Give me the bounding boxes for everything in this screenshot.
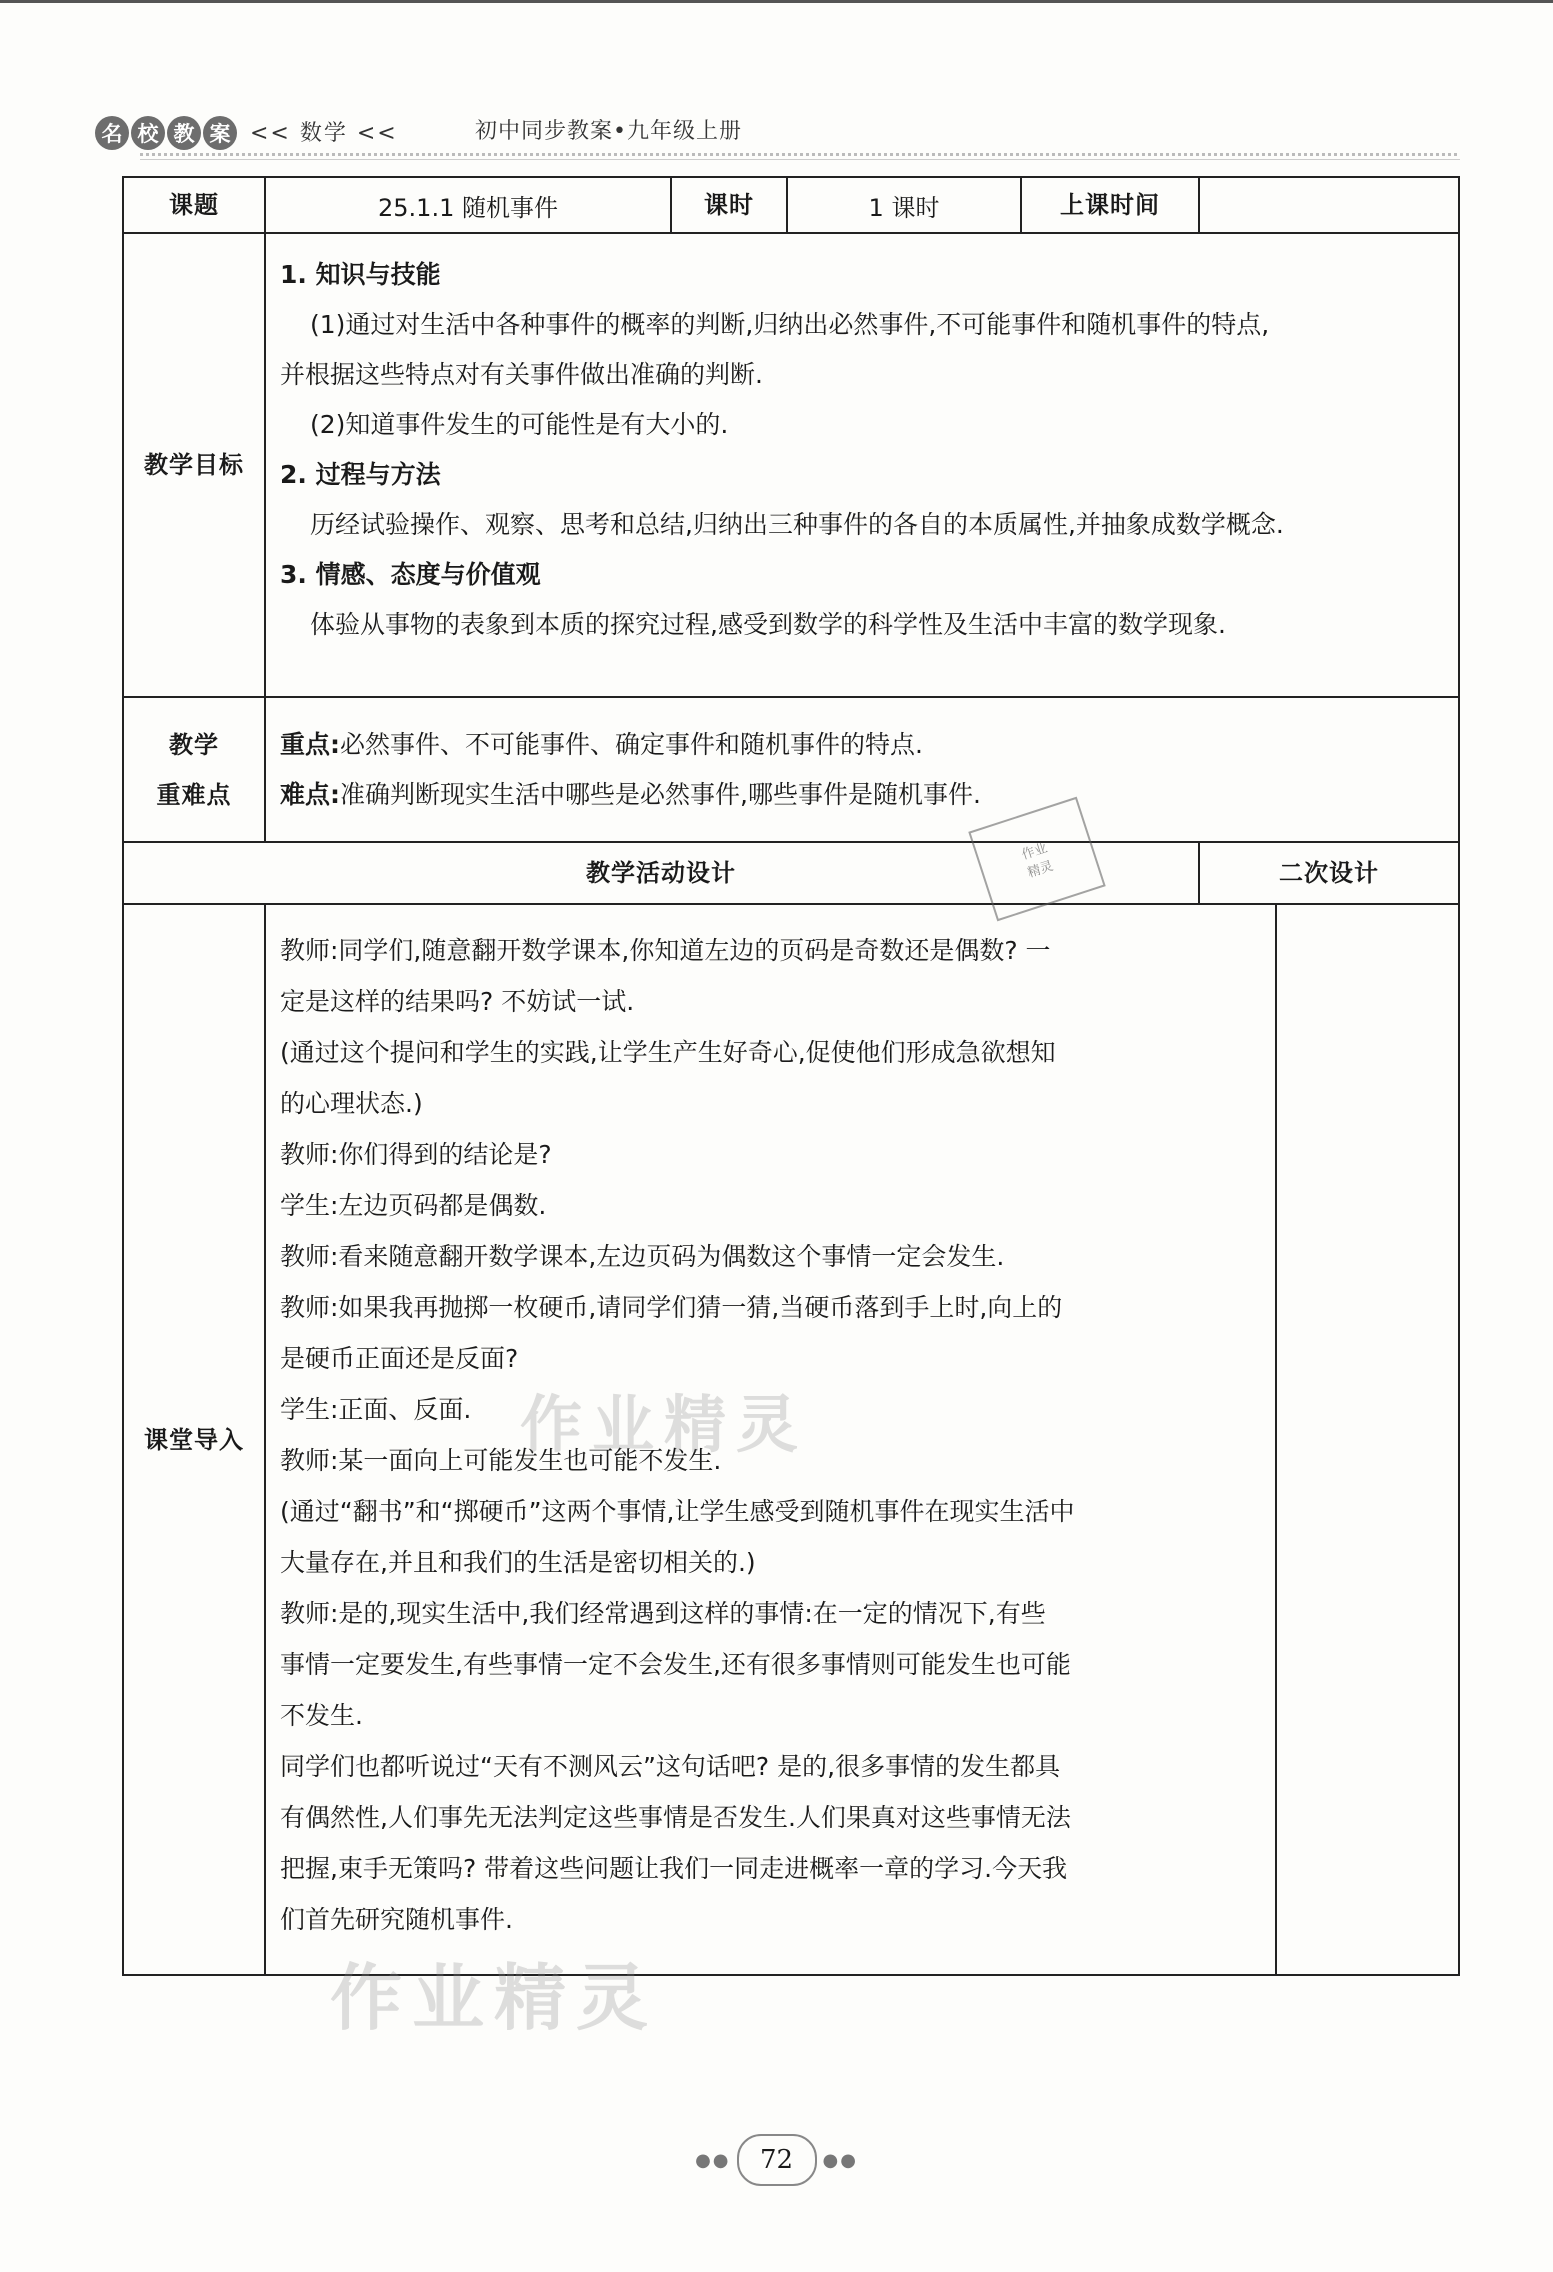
goals-label: 教学目标 [123, 233, 265, 697]
intro-line: 同学们也都听说过“天有不测风云”这句话吧? 是的,很多事情的发生都具 [280, 1752, 1061, 1781]
intro-line: (通过这个提问和学生的实践,让学生产生好奇心,促使他们形成急欲想知 [280, 1038, 1056, 1067]
watermark: 作业精灵 [520, 1388, 809, 1461]
intro-line: 事情一定要发生,有些事情一定不会发生,还有很多事情则可能发生也可能 [280, 1650, 1071, 1679]
footer-dots-right: ●● [822, 2149, 858, 2171]
keypoints-row [123, 697, 1459, 842]
second-design-label: 二次设计 [1199, 842, 1459, 904]
difficult-point-label: 难点: [280, 779, 340, 809]
goals-text: 历经试验操作、观察、思考和总结,归纳出三种事件的各自的本质属性,并抽象成数学概念. [310, 510, 1284, 539]
intro-label: 课堂导入 [123, 904, 265, 1975]
header-divider-thin [140, 159, 1460, 160]
lesson-plan-table [122, 176, 1460, 1976]
watermark: 作业精灵 [330, 1956, 659, 2040]
page-footer [0, 2130, 1553, 2190]
page-number: 72 [737, 2134, 817, 2186]
intro-line: 教师:看来随意翻开数学课本,左边页码为偶数这个事情一定会发生. [280, 1242, 1005, 1271]
logo-char: 校 [131, 116, 165, 150]
stamp-text: 作业 [1019, 840, 1050, 864]
top-rule [0, 0, 1553, 3]
intro-line: 教师:你们得到的结论是? [280, 1140, 552, 1169]
intro-line: (通过“翻书”和“掷硬币”这两个事情,让学生感受到随机事件在现实生活中 [280, 1497, 1075, 1526]
class-time-label: 上课时间 [1021, 177, 1199, 233]
intro-line: 学生:正面、反面. [280, 1395, 472, 1424]
period-label: 课时 [671, 177, 787, 233]
key-point-text: 必然事件、不可能事件、确定事件和随机事件的特点. [340, 729, 923, 759]
series-logo [95, 115, 237, 151]
period-value: 1 课时 [787, 177, 1021, 233]
intro-line: 把握,束手无策吗? 带着这些问题让我们一同走进概率一章的学习.今天我 [280, 1854, 1068, 1883]
goals-heading-2: 2. 过程与方法 [280, 460, 441, 489]
stamp-text: 精灵 [1025, 858, 1056, 882]
book-title: 初中同步教案•九年级上册 [475, 119, 742, 144]
topic-value: 25.1.1 随机事件 [265, 177, 671, 233]
goals-text: (1)通过对生活中各种事件的概率的判断,归纳出必然事件,不可能事件和随机事件的特点, [310, 310, 1270, 339]
keypoints-label-line: 重难点 [156, 780, 232, 809]
topic-row [123, 177, 1459, 233]
logo-char: 案 [203, 116, 237, 150]
intro-line: 大量存在,并且和我们的生活是密切相关的.) [280, 1548, 756, 1577]
intro-line: 有偶然性,人们事先无法判定这些事情是否发生.人们果真对这些事情无法 [280, 1803, 1071, 1832]
goals-content [265, 233, 1459, 697]
class-time-value [1199, 177, 1459, 233]
intro-line: 教师:同学们,随意翻开数学课本,你知道左边的页码是奇数还是偶数? 一 [280, 936, 1051, 965]
activity-design-label: 教学活动设计 [123, 842, 1199, 904]
intro-line: 教师:如果我再抛掷一枚硬币,请同学们猜一猜,当硬币落到手上时,向上的 [280, 1293, 1063, 1322]
intro-row [123, 904, 1459, 1975]
difficult-point-text: 准确判断现实生活中哪些是必然事件,哪些事件是随机事件. [340, 779, 981, 809]
goals-text: 体验从事物的表象到本质的探究过程,感受到数学的科学性及生活中丰富的数学现象. [310, 610, 1226, 639]
keypoints-label [123, 697, 265, 842]
goals-text: (2)知道事件发生的可能性是有大小的. [310, 410, 729, 439]
activity-header-row [123, 842, 1459, 904]
goals-heading-1: 1. 知识与技能 [280, 260, 441, 289]
intro-line: 不发生. [280, 1701, 363, 1730]
key-point [280, 720, 1458, 770]
intro-line: 教师:是的,现实生活中,我们经常遇到这样的事情:在一定的情况下,有些 [280, 1599, 1046, 1628]
page-header [0, 0, 1553, 160]
keypoints-label-line: 教学 [169, 730, 219, 759]
intro-line: 学生:左边页码都是偶数. [280, 1191, 547, 1220]
goals-row [123, 233, 1459, 697]
intro-line: 定是这样的结果吗? 不妨试一试. [280, 987, 635, 1016]
difficult-point [280, 770, 1458, 820]
goals-text: 并根据这些特点对有关事件做出准确的判断. [280, 360, 763, 389]
header-divider [140, 153, 1460, 156]
topic-label: 课题 [123, 177, 265, 233]
intro-line: 的心理状态.) [280, 1089, 423, 1118]
key-point-label: 重点: [280, 729, 340, 759]
logo-char: 名 [95, 116, 129, 150]
goals-heading-3: 3. 情感、态度与价值观 [280, 560, 541, 589]
subject-label: << 数学 << [250, 121, 398, 146]
logo-char: 教 [167, 116, 201, 150]
intro-line: 们首先研究随机事件. [280, 1905, 513, 1934]
intro-line: 是硬币正面还是反面? [280, 1344, 519, 1373]
second-design-cell [1276, 904, 1459, 1975]
keypoints-content [265, 697, 1459, 842]
intro-line: 教师:某一面向上可能发生也可能不发生. [280, 1446, 722, 1475]
footer-dots-left: ●● [695, 2149, 731, 2171]
intro-content [265, 904, 1276, 1975]
